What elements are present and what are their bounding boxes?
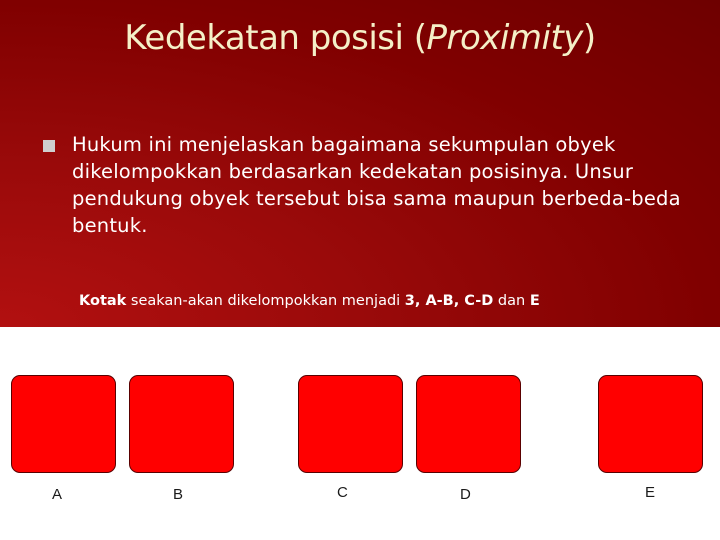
caption-part2: seakan-akan dikelompokkan menjadi [126,293,405,309]
slide-title [0,18,720,58]
box-b [129,375,234,473]
box-label-c: C [337,484,348,501]
box-label-a: A [52,486,63,503]
bullet-square-icon [43,140,55,152]
box-d [416,375,521,473]
proximity-figure [0,327,720,540]
caption [79,293,679,309]
box-c [298,375,403,473]
caption-part4: dan [493,293,530,309]
caption-part3: 3, A-B, C-D [404,293,494,309]
caption-part5: E [529,293,540,309]
caption-part1: Kotak [79,293,127,309]
title-main: Kedekatan posisi ( [124,18,427,58]
box-label-e: E [645,484,656,501]
title-italic: Proximity [426,18,583,58]
box-label-b: B [173,486,184,503]
box-a [11,375,116,473]
box-label-d: D [460,486,471,503]
box-e [598,375,703,473]
bullet-text: Hukum ini menjelaskan bagaimana sekumpulan obyek dikelompokkan berdasarkan kedekatan posisinya. Unsur pendukung obyek tersebut bisa sama maupun berbeda-beda bentuk. [72,133,681,237]
title-close: ) [582,18,596,58]
